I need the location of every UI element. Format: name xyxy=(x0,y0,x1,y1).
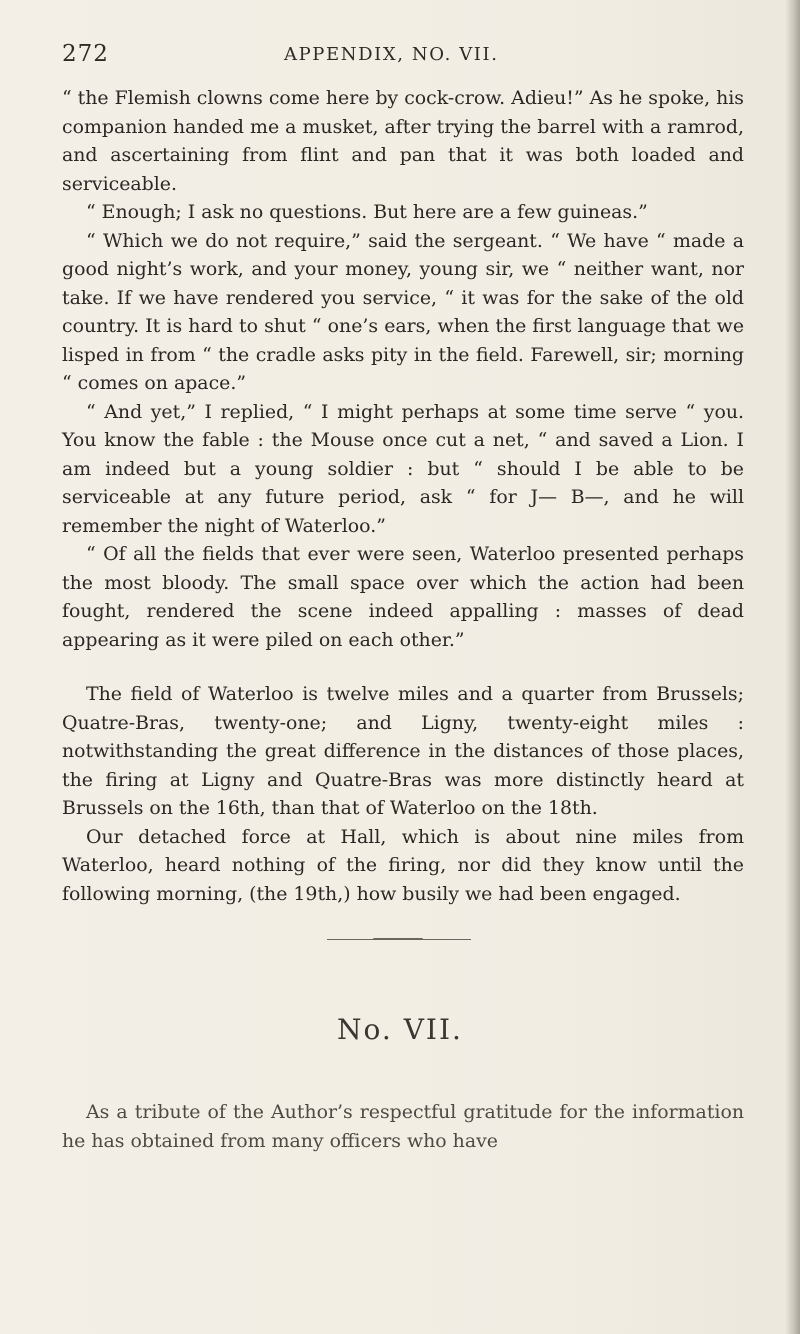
body-text xyxy=(62,84,744,908)
paragraph-fable: “ And yet,” I replied, “ I might perhaps at some time serve “ you. You know the fable : the Mouse once cut a net, “ and saved a Lion. I am indeed but a young soldier : but “ should I be able to be serviceable at any future period, ask “ for J— B—, and he will remember the night of Waterloo.” xyxy=(62,400,744,537)
page-number: 272 xyxy=(62,41,109,67)
paragraph-hall-force: Our detached force at Hall, which is about nine miles from Waterloo, heard nothing of the firing, nor did they know until the following morning, (the 19th,) how busily we had been engaged. xyxy=(62,825,744,905)
paragraph-enough: “ Enough; I ask no questions. But here are a few guineas.” xyxy=(86,201,648,223)
section-heading: No. VII. xyxy=(337,1013,463,1046)
running-head: APPENDIX, NO. VII. xyxy=(284,44,499,65)
paragraph-tribute: As a tribute of the Author’s respectful gratitude for the information he has obtained from many officers who have xyxy=(62,1101,744,1152)
page-edge-shadow xyxy=(786,0,800,1334)
page-header xyxy=(62,41,742,71)
section-divider xyxy=(327,939,471,940)
closing-text xyxy=(62,1098,744,1155)
paragraph-flemish-clowns: “ the Flemish clowns come here by cock-crow. Adieu!” As he spoke, his companion handed me a musket, after trying the barrel with a ramrod, and ascertaining from flint and pan that it was both loaded and serviceable. xyxy=(62,87,744,195)
paragraph-distances: The field of Waterloo is twelve miles and a quarter from Brussels; Quatre-Bras, twenty-one; and Ligny, twenty-eight miles : notwithstanding the great difference in the distances of those places, the firing at Ligny and Quatre-Bras was more distinctly heard at Brussels on the 16th, than that of Waterloo on the 18th. xyxy=(62,683,744,819)
paragraph-sergeant-reply: “ Which we do not require,” said the sergeant. “ We have “ made a good night’s work, and your money, young sir, we “ neither want, nor take. If we have rendered you service, “ it was for the sake of the old country. It is hard to shut “ one’s ears, when the first language that we lisped in from “ the cradle asks pity in the field. Farewell, sir; morning “ comes on apace.” xyxy=(62,229,744,394)
paragraph-bloody-field: “ Of all the fields that ever were seen, Waterloo presented perhaps the most bloody. The small space over which the action had been fought, rendered the scene indeed appalling : masses of dead appearing as it were piled on each other.” xyxy=(62,543,744,651)
